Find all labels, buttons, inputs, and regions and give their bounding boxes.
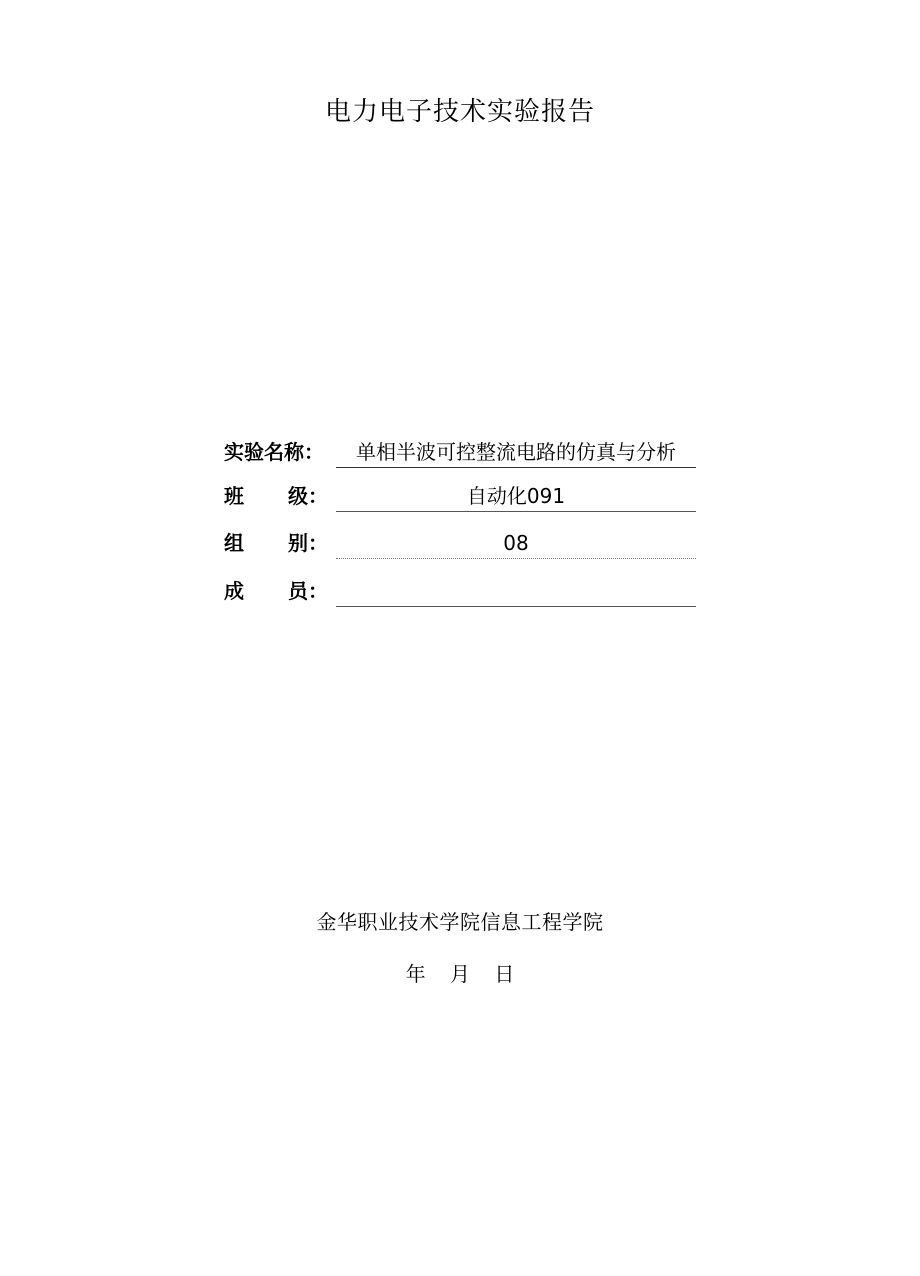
experiment-name-value: 单相半波可控整流电路的仿真与分析 bbox=[336, 436, 696, 468]
date-day: 日 bbox=[494, 962, 515, 986]
report-title: 电力电子技术实验报告 bbox=[324, 97, 595, 127]
experiment-name-row bbox=[224, 436, 696, 468]
class-value: 自动化091 bbox=[336, 480, 696, 512]
members-label-char-1: 成 bbox=[224, 579, 244, 603]
members-row bbox=[224, 575, 696, 607]
members-label-char-2: 员： bbox=[288, 579, 328, 603]
class-label-char-2: 级： bbox=[288, 484, 328, 508]
class-label bbox=[224, 480, 336, 512]
group-row bbox=[224, 527, 696, 559]
experiment-name-label: 实验名称： bbox=[224, 440, 324, 464]
class-label-char-1: 班 bbox=[224, 484, 244, 508]
date-month: 月 bbox=[450, 962, 470, 986]
members-value bbox=[336, 575, 696, 607]
institution-name: 金华职业技术学院信息工程学院 bbox=[316, 910, 604, 934]
group-value: 08 bbox=[336, 527, 696, 559]
date-year: 年 bbox=[405, 962, 426, 986]
class-row bbox=[224, 480, 696, 512]
date-line bbox=[0, 958, 920, 990]
group-label-char-2: 别： bbox=[288, 531, 328, 555]
group-label bbox=[224, 527, 336, 559]
group-label-char-1: 组 bbox=[224, 531, 244, 555]
members-label bbox=[224, 575, 336, 607]
